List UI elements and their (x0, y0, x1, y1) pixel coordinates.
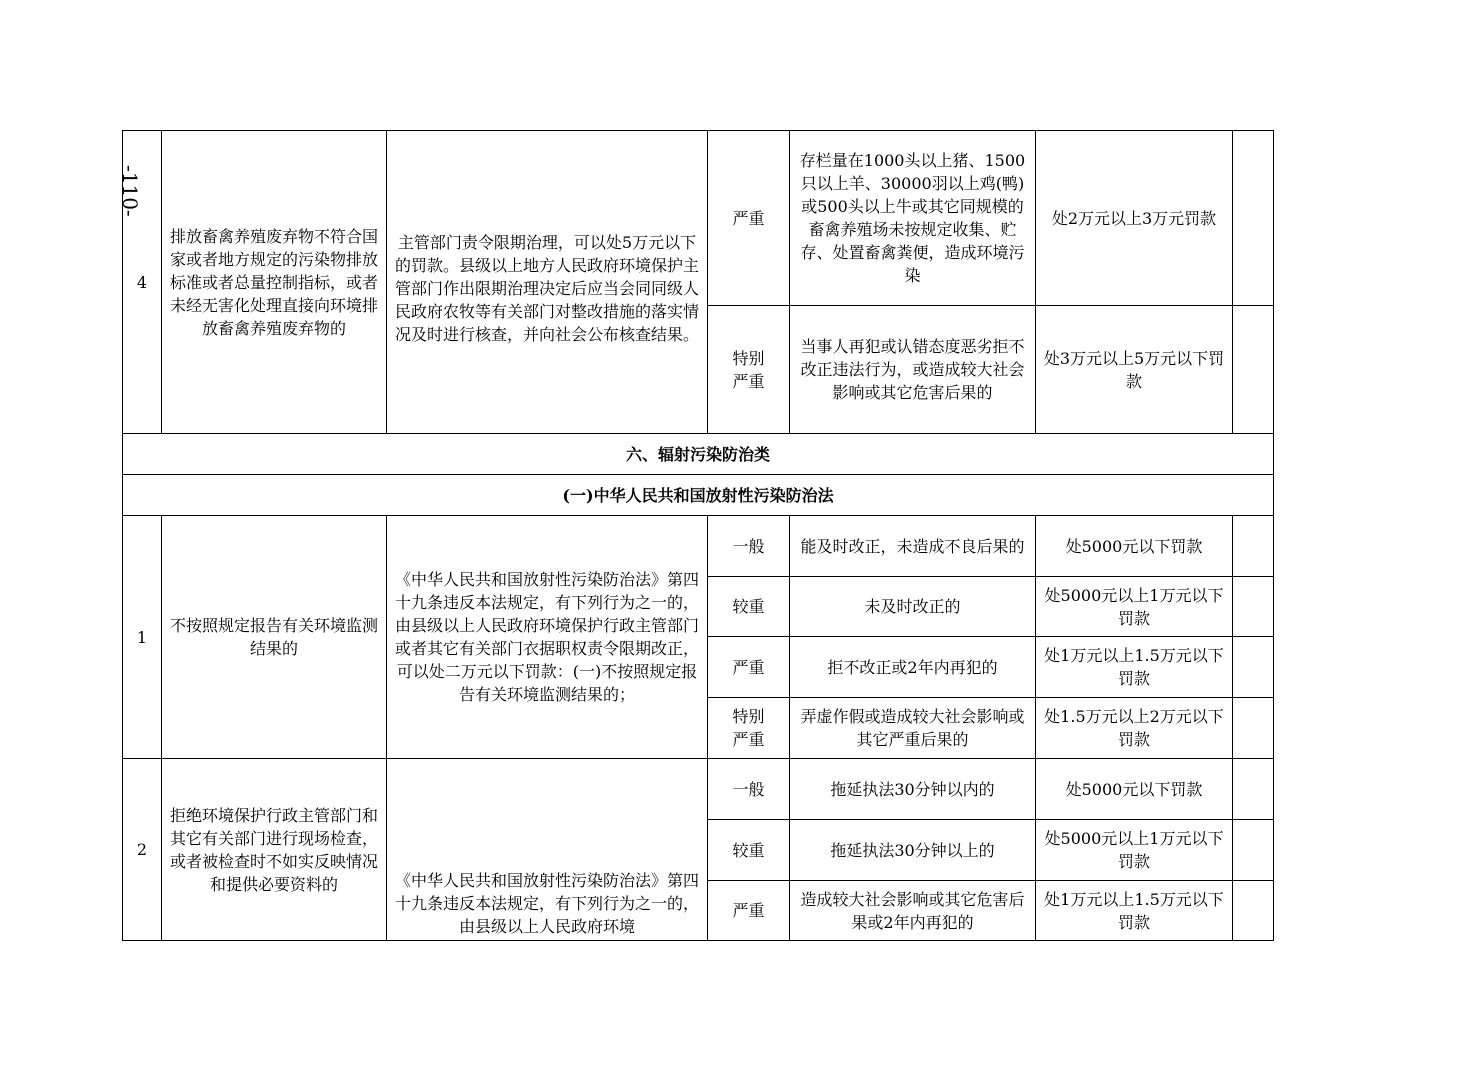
penalty-text: 处2万元以上3万元罚款 (1036, 131, 1233, 306)
violation-text: 不按照规定报告有关环境监测结果的 (162, 516, 387, 759)
circumstance-text: 造成较大社会影响或其它危害后果或2年内再犯的 (790, 881, 1036, 941)
penalty-text: 处3万元以上5万元以下罚款 (1036, 306, 1233, 434)
circumstance-text: 当事人再犯或认错态度恶劣拒不改正违法行为，或造成较大社会影响或其它危害后果的 (790, 306, 1036, 434)
severity-level: 一般 (708, 759, 790, 820)
remarks-cell (1233, 516, 1274, 577)
penalty-text: 处5000元以下罚款 (1036, 516, 1233, 577)
page-number: -110- (118, 165, 142, 217)
circumstance-text: 未及时改正的 (790, 577, 1036, 637)
penalty-text: 处1万元以上1.5万元以下罚款 (1036, 637, 1233, 698)
severity-level: 严重 (708, 637, 790, 698)
circumstance-text: 存栏量在1000头以上猪、1500只以上羊、30000羽以上鸡(鸭)或500头以上牛或其它同规模的畜禽养殖场未按规定收集、贮存、处置畜禽粪便，造成环境污染 (790, 131, 1036, 306)
table-row (123, 759, 1274, 820)
penalty-table (122, 130, 1274, 941)
row-index: 4 (123, 131, 162, 434)
penalty-text: 处5000元以下罚款 (1036, 759, 1233, 820)
legal-basis-text: 《中华人民共和国放射性污染防治法》第四十九条违反本法规定，有下列行为之一的，由县级以上人民政府环境 (387, 759, 708, 941)
severity-level: 较重 (708, 820, 790, 881)
severity-level: 严重 (708, 131, 790, 306)
severity-level: 特别 严重 (708, 698, 790, 759)
severity-level: 一般 (708, 516, 790, 577)
circumstance-text: 拒不改正或2年内再犯的 (790, 637, 1036, 698)
severity-level: 特别 严重 (708, 306, 790, 434)
subsection-heading-row (123, 475, 1274, 516)
row-index: 2 (123, 759, 162, 941)
section-title: 六、辐射污染防治类 (123, 434, 1274, 475)
row-index: 1 (123, 516, 162, 759)
violation-text: 排放畜禽养殖废弃物不符合国家或者地方规定的污染物排放标准或者总量控制指标，或者未经无害化处理直接向环境排放畜禽养殖废弃物的 (162, 131, 387, 434)
penalty-text: 处5000元以上1万元以下罚款 (1036, 820, 1233, 881)
circumstance-text: 能及时改正，未造成不良后果的 (790, 516, 1036, 577)
remarks-cell (1233, 698, 1274, 759)
subsection-title: (一)中华人民共和国放射性污染防治法 (123, 475, 1274, 516)
remarks-cell (1233, 577, 1274, 637)
remarks-cell (1233, 306, 1274, 434)
remarks-cell (1233, 759, 1274, 820)
legal-basis-text: 主管部门责令限期治理，可以处5万元以下的罚款。县级以上地方人民政府环境保护主管部门作出限期治理决定后应当会同同级人民政府农牧等有关部门对整改措施的落实情况及时进行核查，并向社会公布核查结果。 (387, 131, 708, 434)
circumstance-text: 拖延执法30分钟以上的 (790, 820, 1036, 881)
severity-level: 严重 (708, 881, 790, 941)
circumstance-text: 弄虚作假或造成较大社会影响或其它严重后果的 (790, 698, 1036, 759)
remarks-cell (1233, 820, 1274, 881)
penalty-text: 处5000元以上1万元以下罚款 (1036, 577, 1233, 637)
circumstance-text: 拖延执法30分钟以内的 (790, 759, 1036, 820)
remarks-cell (1233, 637, 1274, 698)
section-heading-row (123, 434, 1274, 475)
legal-basis-text: 《中华人民共和国放射性污染防治法》第四十九条违反本法规定，有下列行为之一的，由县级以上人民政府环境保护行政主管部门或者其它有关部门衣据职权责令限期改正，可以处二万元以下罚款：(一)不按照规定报告有关环境监测结果的； (387, 516, 708, 759)
penalty-text: 处1.5万元以上2万元以下罚款 (1036, 698, 1233, 759)
violation-text: 拒绝环境保护行政主管部门和其它有关部门进行现场检查，或者被检查时不如实反映情况和提供必要资料的 (162, 759, 387, 941)
table-row (123, 516, 1274, 577)
table-row (123, 131, 1274, 306)
penalty-text: 处1万元以上1.5万元以下罚款 (1036, 881, 1233, 941)
remarks-cell (1233, 881, 1274, 941)
remarks-cell (1233, 131, 1274, 306)
severity-level: 较重 (708, 577, 790, 637)
